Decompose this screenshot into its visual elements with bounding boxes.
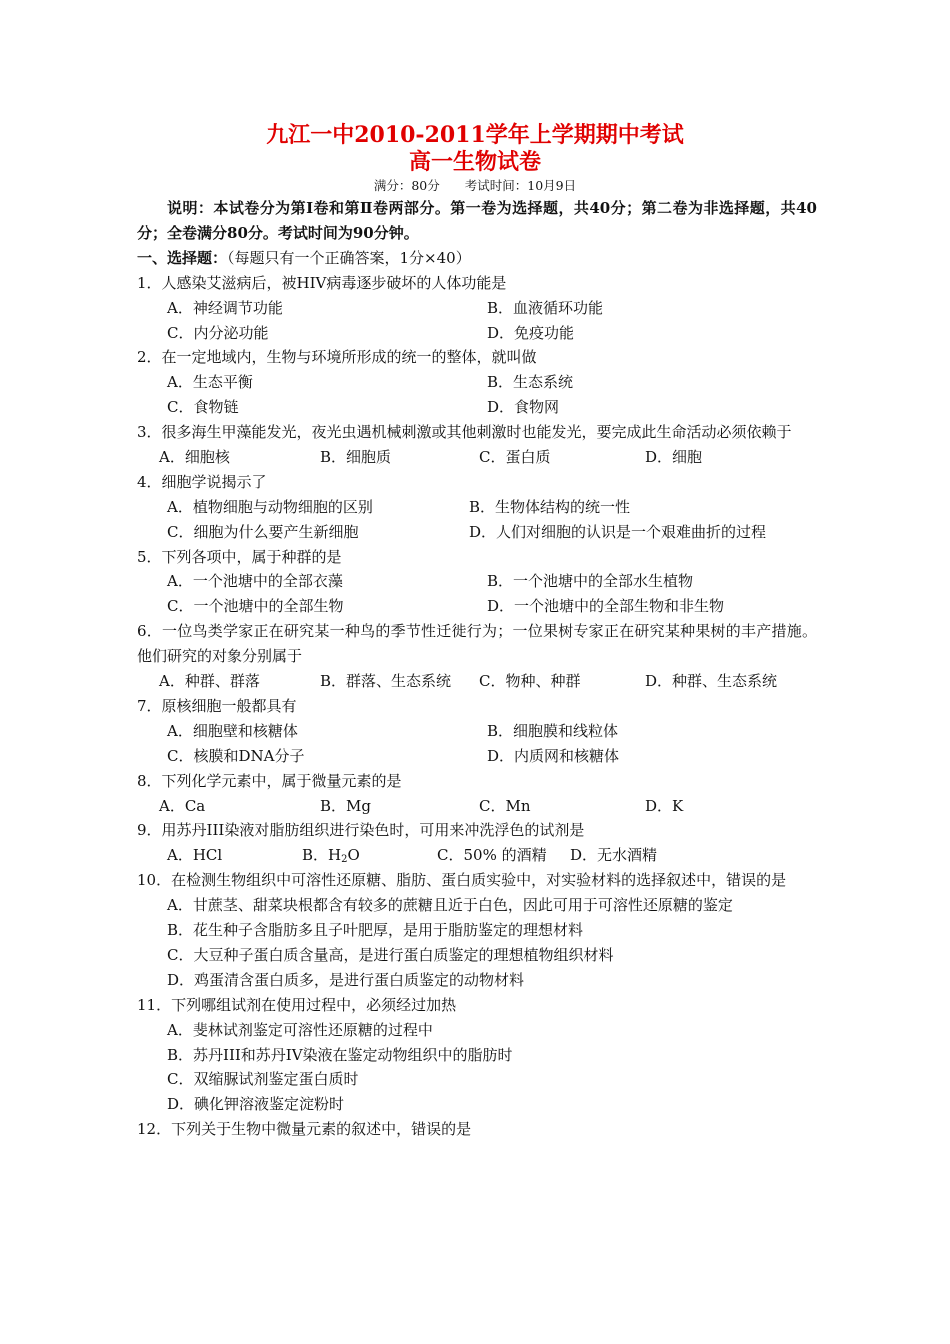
question-stem: 4．细胞学说揭示了 bbox=[137, 472, 267, 491]
answer-option: A．种群、群落 bbox=[159, 672, 260, 691]
exam-content bbox=[137, 196, 817, 1142]
question-stem: 9．用苏丹III染液对脂肪组织进行染色时，可用来冲洗浮色的试剂是 bbox=[137, 821, 585, 840]
answer-option: D．碘化钾溶液鉴定淀粉时 bbox=[167, 1095, 345, 1114]
answer-option: D．内质网和核糖体 bbox=[487, 746, 620, 765]
answer-option: D．无水酒精 bbox=[570, 846, 658, 865]
answer-option: D．细胞 bbox=[645, 448, 703, 466]
exam-meta: 满分：80分 考试时间：10月9日 bbox=[373, 178, 577, 193]
answer-option: C．食物链 bbox=[167, 398, 239, 417]
question-stem: 8．下列化学元素中，属于微量元素的是 bbox=[137, 771, 402, 790]
answer-option: C．蛋白质 bbox=[479, 448, 551, 466]
answer-option: D．食物网 bbox=[487, 398, 560, 417]
option-row bbox=[137, 1067, 817, 1092]
answer-option: B．Mg bbox=[320, 796, 371, 815]
option-row bbox=[137, 669, 817, 694]
answer-option: B．生态系统 bbox=[487, 373, 574, 392]
answer-option: B．细胞膜和线粒体 bbox=[487, 721, 619, 740]
option-row bbox=[137, 520, 817, 545]
option-row bbox=[137, 321, 817, 346]
option-row bbox=[137, 893, 817, 918]
answer-option: C．内分泌功能 bbox=[167, 323, 269, 342]
question-stem: 1．人感染艾滋病后，被HIV病毒逐步破坏的人体功能是 bbox=[137, 273, 507, 292]
option-row bbox=[137, 794, 817, 819]
option-row bbox=[137, 744, 817, 769]
question-list bbox=[137, 271, 817, 1142]
question-stem: 10．在检测生物组织中可溶性还原糖、脂肪、蛋白质实验中，对实验材料的选择叙述中，错误的是 bbox=[137, 871, 787, 890]
answer-option: C．物种、种群 bbox=[479, 672, 581, 691]
answer-option: C．一个池塘中的全部生物 bbox=[167, 597, 344, 616]
answer-option: A．一个池塘中的全部衣藻 bbox=[167, 572, 343, 591]
answer-option: B．细胞质 bbox=[320, 448, 392, 466]
answer-option: C．核膜和DNA分子 bbox=[167, 746, 305, 765]
instructions: 说明：本试卷分为第Ⅰ卷和第Ⅱ卷两部分。第一卷为选择题，共40分；第二卷为非选择题，共40分；全卷满分80分。考试时间为90分钟。 bbox=[137, 199, 817, 242]
question-stem: 2．在一定地域内，生物与环境所形成的统一的整体，就叫做 bbox=[137, 348, 537, 367]
answer-option: B．苏丹III和苏丹IV染液在鉴定动物组织中的脂肪时 bbox=[167, 1045, 513, 1064]
answer-option: C．双缩脲试剂鉴定蛋白质时 bbox=[167, 1070, 359, 1089]
answer-option: A．斐林试剂鉴定可溶性还原糖的过程中 bbox=[167, 1020, 433, 1039]
answer-option: A．生态平衡 bbox=[167, 373, 253, 392]
answer-option: A．HCl bbox=[167, 846, 223, 865]
answer-option: B．$H_2O$ bbox=[302, 846, 360, 866]
option-row bbox=[137, 395, 817, 420]
answer-option: B．群落、生态系统 bbox=[320, 672, 452, 691]
answer-option: A．甘蔗茎、甜菜块根都含有较多的蔗糖且近于白色，因此可用于可溶性还原糖的鉴定 bbox=[167, 896, 733, 915]
answer-option: C．大豆种子蛋白质含量高，是进行蛋白质鉴定的理想植物组织材料 bbox=[167, 945, 614, 964]
question-stem: 7．原核细胞一般都具有 bbox=[137, 696, 297, 715]
section-heading bbox=[137, 246, 817, 271]
question-stem: 5．下列各项中，属于种群的是 bbox=[137, 547, 342, 566]
answer-option: D．K bbox=[645, 796, 684, 815]
section-note: （每题只有一个正确答案，1分×40） bbox=[227, 248, 471, 267]
answer-option: D．免疫功能 bbox=[487, 323, 575, 342]
answer-option: B．花生种子含脂肪多且子叶肥厚，是用于脂肪鉴定的理想材料 bbox=[167, 921, 584, 940]
option-row bbox=[137, 1092, 817, 1117]
exam-title: 九江一中2010-2011学年上学期期中考试 bbox=[266, 122, 684, 148]
question-stem: 11．下列哪组试剂在使用过程中，必须经过加热 bbox=[137, 995, 457, 1014]
option-row bbox=[137, 296, 817, 321]
answer-option: D．种群、生态系统 bbox=[645, 672, 778, 691]
answer-option: A．Ca bbox=[159, 796, 206, 815]
answer-option: B．生物体结构的统一性 bbox=[469, 497, 631, 516]
answer-option: A．细胞核 bbox=[159, 448, 230, 466]
answer-option: A．细胞壁和核糖体 bbox=[167, 721, 298, 740]
answer-option: B．血液循环功能 bbox=[487, 298, 604, 317]
answer-option: A．植物细胞与动物细胞的区别 bbox=[167, 497, 373, 516]
option-row bbox=[137, 1018, 817, 1043]
answer-option: D．鸡蛋清含蛋白质多，是进行蛋白质鉴定的动物材料 bbox=[167, 970, 525, 989]
section-title: 一、选择题： bbox=[137, 248, 228, 267]
answer-option: C．Mn bbox=[479, 796, 531, 815]
option-row bbox=[137, 495, 817, 520]
answer-option: A．神经调节功能 bbox=[167, 298, 283, 317]
option-row bbox=[137, 943, 817, 968]
option-row bbox=[137, 1043, 817, 1068]
option-row bbox=[137, 445, 817, 470]
answer-option: C．细胞为什么要产生新细胞 bbox=[167, 522, 359, 541]
exam-subtitle: 高一生物试卷 bbox=[408, 149, 541, 175]
answer-option: D．一个池塘中的全部生物和非生物 bbox=[487, 597, 725, 616]
option-row bbox=[137, 719, 817, 744]
question-stem: 12．下列关于生物中微量元素的叙述中，错误的是 bbox=[137, 1120, 472, 1139]
question-stem: 6．一位鸟类学家正在研究某一种鸟的季节性迁徙行为；一位果树专家正在研究某种果树的丰产措施。他们研究的对象分别属于 bbox=[137, 622, 817, 666]
option-row bbox=[137, 594, 817, 619]
option-row bbox=[137, 370, 817, 395]
option-row bbox=[137, 968, 817, 993]
answer-option: D．人们对细胞的认识是一个艰难曲折的过程 bbox=[469, 522, 767, 541]
option-row bbox=[137, 569, 817, 594]
option-row bbox=[137, 843, 817, 868]
answer-option: C．50% 的酒精 bbox=[437, 846, 547, 865]
answer-option: B．一个池塘中的全部水生植物 bbox=[487, 572, 694, 591]
question-stem: 3．很多海生甲藻能发光，夜光虫遇机械刺激或其他刺激时也能发光，要完成此生命活动必须依赖于 bbox=[137, 423, 792, 442]
option-row bbox=[137, 918, 817, 943]
